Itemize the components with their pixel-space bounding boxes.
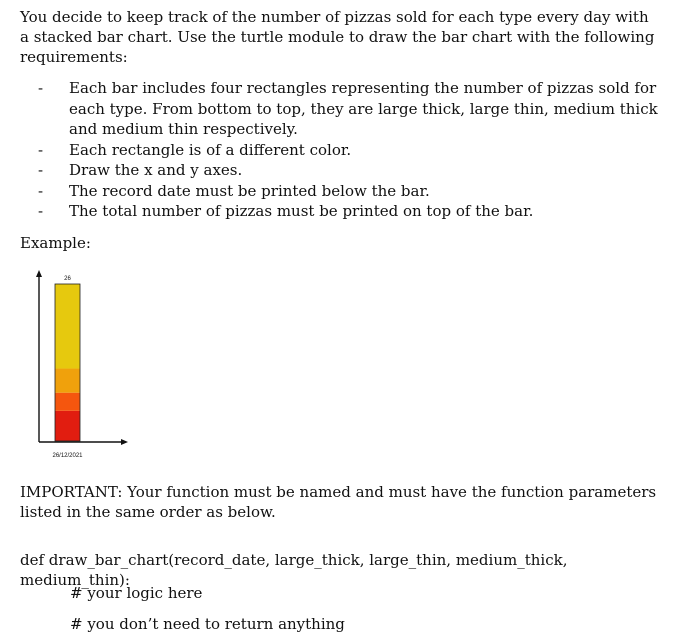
example-chart xyxy=(30,268,140,468)
requirement-text: The total number of pizzas must be printed on top of the bar. xyxy=(69,202,534,220)
list-item xyxy=(20,140,680,161)
code-comment-logic: # your logic here xyxy=(70,584,203,602)
stacked-bar-chart xyxy=(30,268,140,468)
example-label: Example: xyxy=(20,234,91,252)
y-axis-arrow xyxy=(36,270,42,277)
list-item xyxy=(20,181,680,202)
x-axis-arrow xyxy=(121,439,128,445)
code-comment-return: # you don’t need to return anything xyxy=(70,615,345,633)
bullet-dash: - xyxy=(38,140,44,159)
requirement-text: Draw the x and y axes. xyxy=(69,161,243,179)
bullet-dash: - xyxy=(38,79,44,97)
bullet-dash: - xyxy=(38,181,44,200)
list-item xyxy=(20,160,680,181)
requirement-text: The record date must be printed below the bar. xyxy=(69,181,430,200)
bar-segment-1 xyxy=(55,411,80,441)
list-item xyxy=(20,78,680,140)
bar-group xyxy=(55,284,80,441)
bar-segment-2 xyxy=(55,393,80,411)
intro-paragraph: You decide to keep track of the number of pizzas sold for each type every day with a stacked bar chart. Use the turtle module to draw the bar chart with the following requirements: xyxy=(20,8,655,66)
bullet-dash: - xyxy=(38,161,44,179)
bar-segment-3 xyxy=(55,369,80,393)
bar-segment-4 xyxy=(55,284,80,369)
requirement-text: Each bar includes four rectangles representing the number of pizzas sold for each type. From bottom to top, they are large thick, large thin, medium thick and medium thin respectively. xyxy=(69,79,658,138)
bar-total-label: 26 xyxy=(64,276,71,282)
requirements-list xyxy=(20,78,680,222)
requirement-text: Each rectangle is of a different color. xyxy=(69,140,352,159)
bar-date-label: 26/12/2021 xyxy=(52,453,83,459)
bullet-dash: - xyxy=(38,202,44,220)
function-signature: def draw_bar_chart(record_date, large_thick, large_thin, medium_thick, medium_thin): xyxy=(20,551,568,589)
important-note: IMPORTANT: Your function must be named and must have the function parameters listed in the same order as below. xyxy=(20,483,657,521)
list-item xyxy=(20,201,680,222)
